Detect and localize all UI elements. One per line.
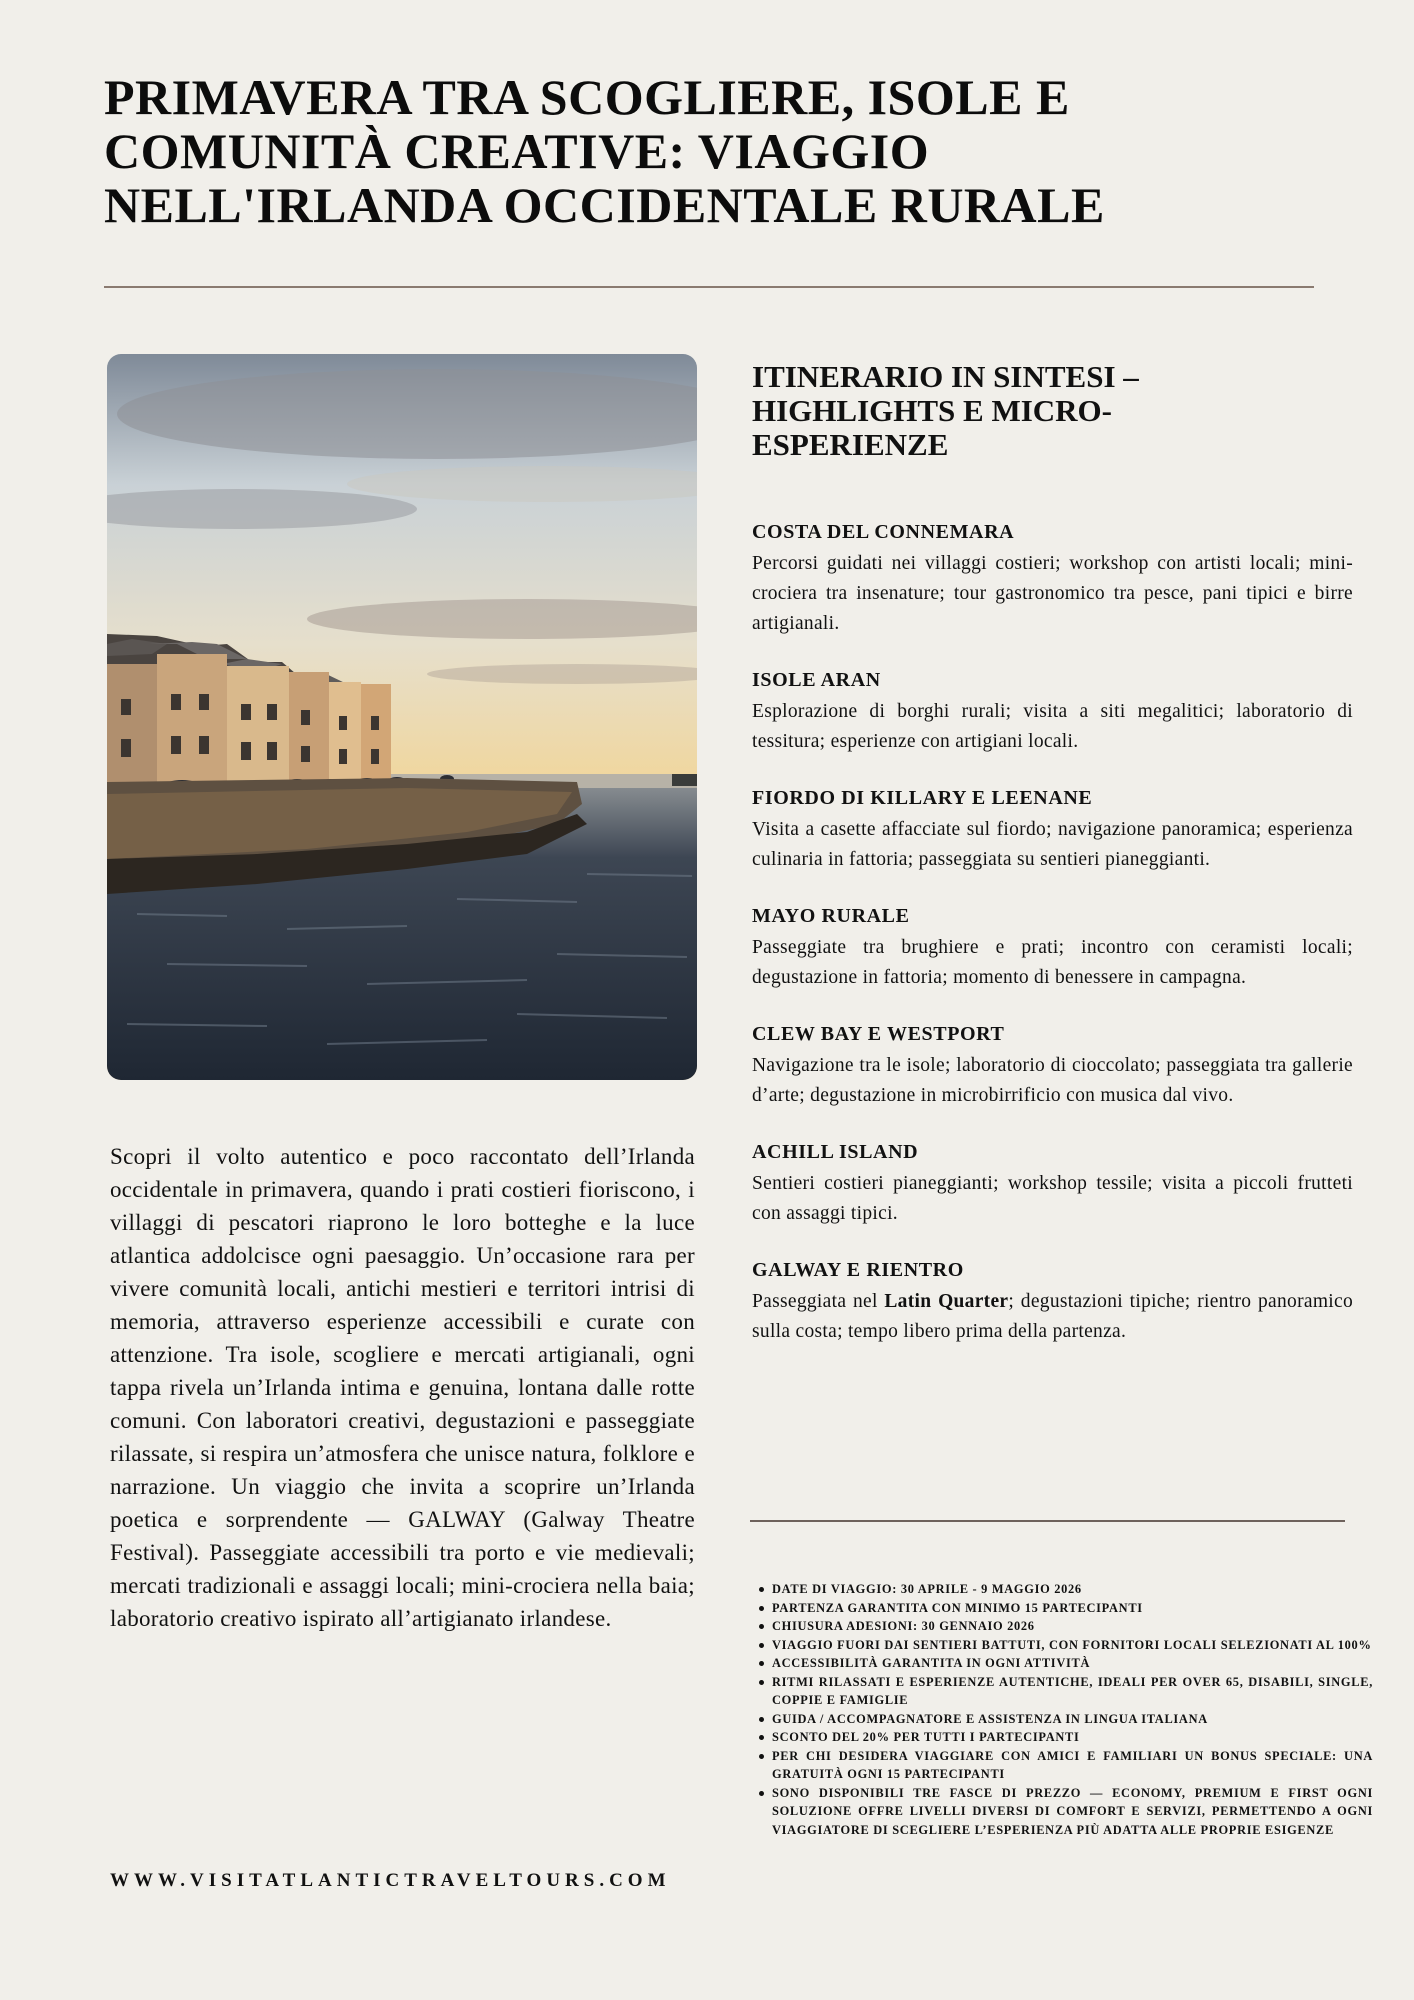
stop-name: ACHILL ISLAND: [752, 1141, 919, 1163]
trip-note: CHIUSURA ADESIONI: 30 GENNAIO 2026: [772, 1617, 1373, 1636]
trip-note: DATE DI VIAGGIO: 30 APRILE - 9 MAGGIO 2026: [772, 1580, 1373, 1599]
stop-description: Percorsi guidati nei villaggi costieri; workshop con artisti locali; mini-crociera tra insenature; tour gastronomico tra pesce, pani tipici e birre artigianali.: [752, 553, 1353, 634]
trip-note: PARTENZA GARANTITA CON MINIMO 15 PARTECIPANTI: [772, 1599, 1373, 1618]
itinerary-stop: [752, 519, 1353, 639]
itinerary-list: [752, 519, 1353, 1375]
itinerary-stop: [752, 1021, 1353, 1111]
itinerary-heading-line: ESPERIENZE: [752, 427, 949, 462]
trip-note: PER CHI DESIDERA VIAGGIARE CON AMICI E FAMILIARI UN BONUS SPECIALE: UNA GRATUITÀ OGNI 15 PARTECIPANTI: [772, 1747, 1373, 1784]
website-link[interactable]: WWW.VISITATLANTICTRAVELTOURS.COM: [110, 1870, 671, 1891]
stop-name: ISOLE ARAN: [752, 669, 881, 691]
title-line: PRIMAVERA TRA SCOGLIERE, ISOLE E: [104, 69, 1070, 125]
stop-name: MAYO RURALE: [752, 905, 910, 927]
stop-name: FIORDO DI KILLARY E LEENANE: [752, 787, 1093, 809]
stop-name: COSTA DEL CONNEMARA: [752, 521, 1015, 543]
trip-note: GUIDA / ACCOMPAGNATORE E ASSISTENZA IN LINGUA ITALIANA: [772, 1710, 1373, 1729]
itinerary-stop: [752, 1139, 1353, 1229]
top-divider: [104, 286, 1314, 288]
itinerary-heading: [752, 360, 1272, 462]
itinerary-heading-line: HIGHLIGHTS E MICRO-: [752, 393, 1112, 428]
itinerary-stop: [752, 1257, 1353, 1347]
stop-description: Esplorazione di borghi rurali; visita a siti megalitici; laboratorio di tessitura; esperienze con artigiani locali.: [752, 701, 1353, 752]
intro-paragraph: Scopri il volto autentico e poco raccontato dell’Irlanda occidentale in primavera, quando i prati costieri fioriscono, i villaggi di pescatori riaprono le loro botteghe e la luce atlantica addolcisce ogni paesaggio. Un’occasione rara per vivere comunità locali, antichi mestieri e territori intrisi di memoria, attraverso esperienze accessibili e curate con attenzione. Tra isole, scogliere e mercati artigianali, ogni tappa rivela un’Irlanda intima e genuina, lontana dalle rotte comuni. Con laboratori creativi, degustazioni e passeggiate rilassate, si respira un’atmosfera che unisce natura, folklore e narrazione. Un viaggio che invita a scoprire un’Irlanda poetica e sorprendente — GALWAY (Galway Theatre Festival). Passeggiate accessibili tra porto e vie medievali; mercati tradizionali e assaggi locali; mini-crociera nella baia; laboratorio creativo ispirato all’artigianato irlandese.: [110, 1144, 695, 1631]
trip-note: VIAGGIO FUORI DAI SENTIERI BATTUTI, CON FORNITORI LOCALI SELEZIONATI AL 100%: [772, 1636, 1373, 1655]
latin-quarter-highlight: Latin Quarter: [884, 1291, 1009, 1312]
itinerary-heading-line: ITINERARIO IN SINTESI –: [752, 359, 1139, 394]
trip-note: RITMI RILASSATI E ESPERIENZE AUTENTICHE, IDEALI PER OVER 65, DISABILI, SINGLE, COPPIE E FAMIGLIE: [772, 1673, 1373, 1710]
page-title: [104, 70, 1324, 232]
stop-description: Visita a casette affacciate sul fiordo; navigazione panoramica; esperienza culinaria in fattoria; passeggiata su sentieri pianeggianti.: [752, 819, 1353, 870]
stop-text: Passeggiata nel: [752, 1291, 885, 1312]
stop-name: GALWAY E RIENTRO: [752, 1259, 964, 1281]
stop-description: [752, 1287, 1353, 1347]
itinerary-stop: [752, 903, 1353, 993]
title-line: NELL'IRLANDA OCCIDENTALE RURALE: [104, 177, 1105, 233]
stop-description: Sentieri costieri pianeggianti; workshop tessile; visita a piccoli frutteti con assaggi tipici.: [752, 1173, 1353, 1224]
trip-notes-list: [752, 1580, 1373, 1839]
title-line: COMUNITÀ CREATIVE: VIAGGIO: [104, 123, 930, 179]
itinerary-stop: [752, 785, 1353, 875]
galway-harbour-photo: [107, 354, 697, 1080]
trip-note: SONO DISPONIBILI TRE FASCE DI PREZZO — ECONOMY, PREMIUM E FIRST OGNI SOLUZIONE OFFRE LIVELLI DIVERSI DI COMFORT E SERVIZI, PERMETTENDO A OGNI VIAGGIATORE DI SCEGLIERE L’ESPERIENZA PIÙ ADATTA ALLE PROPRIE ESIGENZE: [772, 1784, 1373, 1840]
stop-text: ; degustazioni tipiche; rientro panoramico sulla costa; tempo libero prima della partenza.: [752, 1291, 1354, 1342]
stop-description: Navigazione tra le isole; laboratorio di cioccolato; passeggiata tra gallerie d’arte; degustazione in microbirrificio con musica dal vivo.: [752, 1055, 1353, 1106]
stop-name: CLEW BAY E WESTPORT: [752, 1023, 1005, 1045]
itinerary-stop: [752, 667, 1353, 757]
notes-divider: [750, 1520, 1345, 1522]
stop-description: Passeggiate tra brughiere e prati; incontro con ceramisti locali; degustazione in fattoria; momento di benessere in campagna.: [752, 937, 1353, 988]
trip-note: ACCESSIBILITÀ GARANTITA IN OGNI ATTIVITÀ: [772, 1654, 1373, 1673]
trip-note: SCONTO DEL 20% PER TUTTI I PARTECIPANTI: [772, 1728, 1373, 1747]
